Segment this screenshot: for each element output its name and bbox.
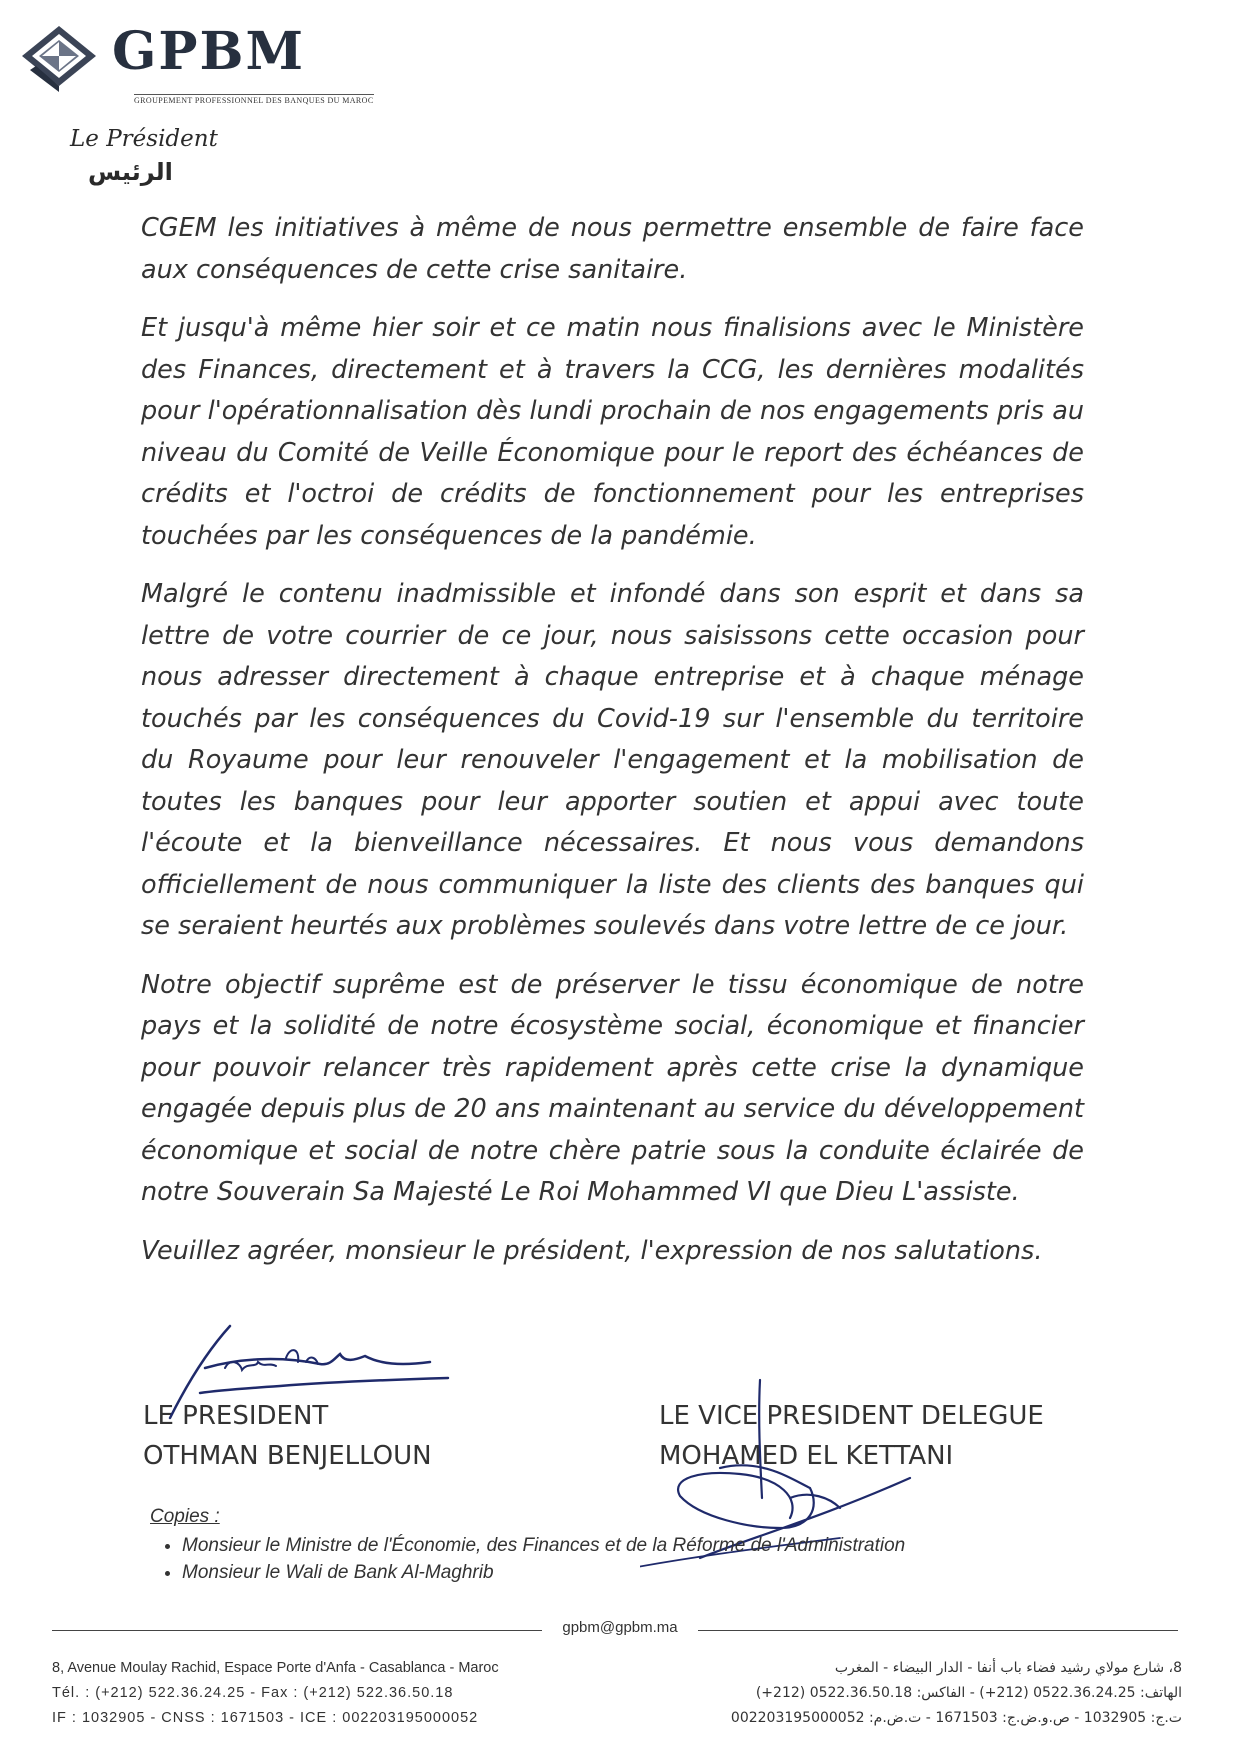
copies-section [150,1506,905,1586]
footer-phone: الهاتف: 0522.36.24.25 (212+) - الفاكس: 0522.36.50.18 (212+) [755,1685,1182,1701]
footer-address: 8, Avenue Moulay Rachid, Espace Porte d'Anfa - Casablanca - Maroc [52,1660,499,1676]
closing-paragraph: Veuillez agréer, monsieur le président, l'expression de nos salutations. [141,1235,1043,1266]
footer-divider-left [52,1630,542,1631]
signatory-title: LE VICE PRESIDENT DELEGUE [659,1401,1044,1431]
footer-address: 8، شارع مولاي رشيد فضاء باب أنفا - الدار البيضاء - المغرب [834,1660,1182,1676]
footer-ids: IF : 1032905 - CNSS : 1671503 - ICE : 002203195000052 [52,1710,479,1726]
president-heading-ar: الرئيس [88,158,173,186]
footer-phone: Tél. : (+212) 522.36.24.25 - Fax : (+212) 522.36.50.18 [52,1685,454,1701]
paragraph-3: Malgré le contenu inadmissible et infondé dans son esprit et dans sa lettre de votre courrier de ce jour, nous saisissons cette occasion pour nous adresser directement à chaque entreprise et à chaque ménage touchés par les conséquences du Covid-19 sur l'ensemble du territoire du Royaume pour leur renouveler l'engagement et la mobilisation de toutes les banques pour leur apporter soutien et appui avec toute l'écoute et la bienveillance nécessaires. Et nous vous demandons officiellement de nous communiquer la liste des clients des banques qui se seraient heurtés aux problèmes soulevés dans votre lettre de ce jour. [141,579,1084,941]
footer-ids: ت.ج: 1032905 - ص.و.ض.ج: 1671503 - ت.ض.م: 002203195000052 [730,1710,1182,1726]
signatory-name: MOHAMED EL KETTANI [659,1441,954,1471]
paragraph-1: CGEM les initiatives à même de nous permettre ensemble de faire face aux conséquences de cette crise sanitaire. [141,213,1084,285]
list-item: • Monsieur le Wali de Bank Al-Maghrib [182,1559,905,1586]
signature-left [143,1396,432,1476]
footer-divider-right [698,1630,1178,1631]
paragraph-4: Notre objectif suprême est de préserver le tissu économique de notre pays et la solidité de notre écosystème social, économique et financier pour pouvoir relancer très rapidement après cette crise la dynamique engagée depuis plus de 20 ans maintenant au service du développement économique et social de notre chère patrie sous la conduite éclairée de notre Souverain Sa Majesté Le Roi Mohammed VI que Dieu L'assiste. [141,969,1084,1207]
gpbm-logo [22,21,374,105]
footer-address-fr [52,1656,499,1731]
president-heading-fr: Le Président [70,126,218,152]
diamond-logo-icon [22,26,96,92]
copies-list [150,1532,905,1586]
letter-body [141,208,1084,1289]
footer-email: gpbm@gpbm.ma [562,1619,678,1636]
signatory-name: OTHMAN BENJELLOUN [143,1441,432,1471]
copies-title: Copies : [150,1506,220,1527]
list-item: • Monsieur le Ministre de l'Économie, des Finances et de la Réforme de l'Administration [182,1532,905,1559]
logo-wordmark: GPBM [112,21,306,82]
signatory-title: LE PRESIDENT [143,1401,329,1431]
paragraph-2: Et jusqu'à même hier soir et ce matin nous finalisions avec le Ministère des Finances, directement et à travers la CCG, les dernières modalités pour l'opérationnalisation dès lundi prochain de nos engagements pris au niveau du Comité de Veille Économique pour le report des échéances de crédits et l'octroi de crédits de fonctionnement pour les entreprises touchées par les conséquences de la pandémie. [141,313,1084,551]
footer-address-ar [731,1656,1182,1731]
logo-tagline: GROUPEMENT PROFESSIONNEL DES BANQUES DU MAROC [134,96,374,105]
signature-right [659,1396,1044,1476]
